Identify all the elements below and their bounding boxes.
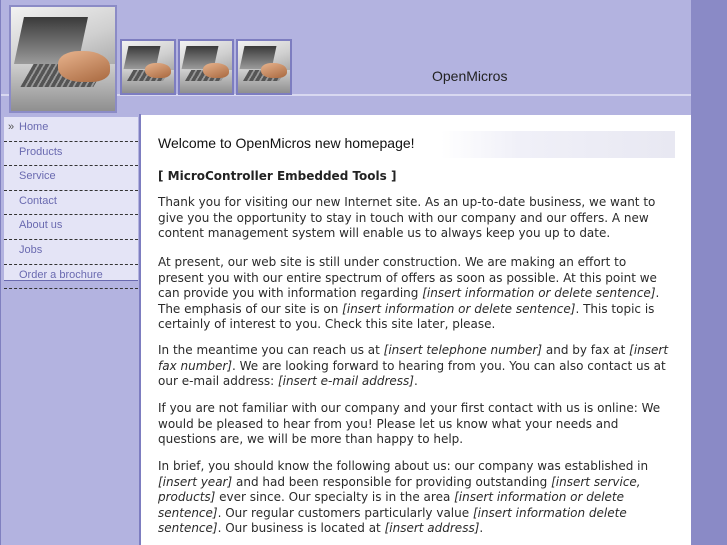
header: [1, 0, 691, 96]
paragraph-about: In brief, you should know the following about us: our company was established in [insert year] and had been responsible for providing outstanding [insert service, products] ever since. Our specialty is in the area [insert information or delete sentence]. Our regular customers particularly value [insert information delete sentence]. Our business is located at [insert address].: [158, 459, 649, 536]
header-photo-thumb: [178, 39, 234, 95]
paragraph-intro: Thank you for visiting our new Internet site. As an up-to-date business, we want to give you the opportunity to stay in touch with our company and our offers. A new content management system will enable us to always keep you up to date.: [158, 195, 656, 241]
sidebar-item-home[interactable]: [4, 117, 138, 142]
sidebar-item-label: Contact: [19, 194, 57, 207]
sidebar-item-label: Order a brochure: [19, 268, 103, 281]
current-page-marker-icon: »: [8, 121, 15, 133]
header-photo-thumb: [236, 39, 292, 95]
sidebar-item-order-brochure[interactable]: [4, 265, 138, 290]
sidebar-item-products[interactable]: [4, 142, 138, 167]
sidebar-nav: [4, 117, 138, 280]
paragraph-construction: At present, our web site is still under construction. We are making an effort to present you with our entire spectrum of offers as soon as possible. At this point we can provide you with information regarding [insert information or delete sentence]. The emphasis of our site is on [insert information or delete sentence]. This topic is certainly of interest to you. Check this site later, please.: [158, 255, 660, 332]
paragraph-contact: In the meantime you can reach us at [insert telephone number] and by fax at [insert fax number]. We are looking forward to hearing from you. You can also contact us at our e-mail address: [insert e-mail address].: [158, 343, 669, 389]
divider: [4, 280, 138, 281]
sidebar-item-label: About us: [19, 219, 63, 232]
tagline: [ MicroController Embedded Tools ]: [158, 169, 397, 183]
header-photo-thumb: [120, 39, 176, 95]
sidebar-item-about-us[interactable]: [4, 215, 138, 240]
sidebar-item-label: Jobs: [19, 243, 43, 256]
sidebar-item-jobs[interactable]: [4, 240, 138, 265]
sidebar-item-label: Products: [19, 145, 63, 158]
sidebar-item-service[interactable]: [4, 166, 138, 191]
paragraph-online: If you are not familiar with our company and your first contact with us is online: We would be pleased to hear from you! Please let us know what your needs and questions are, we will be more than happy to help.: [158, 401, 661, 447]
site-title: OpenMicros: [432, 68, 508, 84]
sidebar-item-label: Home: [19, 121, 49, 133]
sidebar-item-contact[interactable]: [4, 191, 138, 216]
header-photo-main: [9, 5, 117, 113]
sidebar-item-label: Service: [19, 170, 56, 183]
sidebar: [1, 114, 141, 545]
page-title: Welcome to OpenMicros new homepage!: [158, 135, 415, 151]
main-content: [141, 115, 691, 545]
